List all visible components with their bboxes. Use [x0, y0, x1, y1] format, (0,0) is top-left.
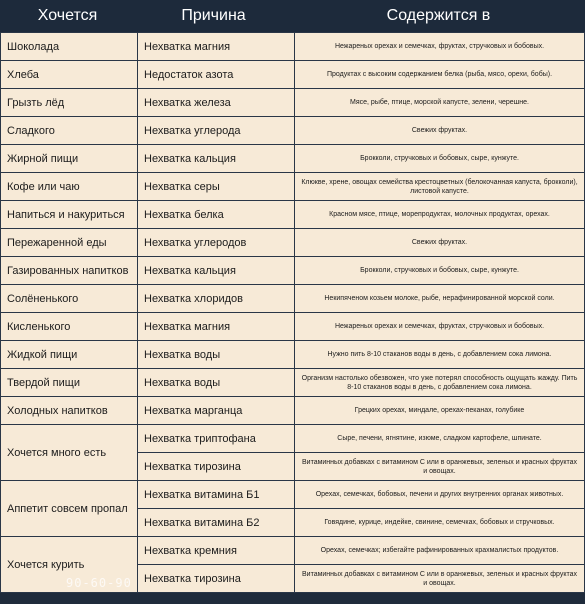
source-cell: Организм настолько обезвожен, что уже потерял способность ощущать жажду. Пить 8-10 стаканов воды в день, с добавлением сока лимона. [295, 369, 585, 397]
cause-cell: Нехватка кальция [138, 257, 295, 285]
want-cell: Хлеба [1, 61, 138, 89]
source-cell: Сыре, печени, ягнятине, изюме, сладком картофеле, шпинате. [295, 425, 585, 453]
want-cell: Кисленького [1, 313, 138, 341]
cause-cell: Нехватка витамина Б2 [138, 509, 295, 537]
want-cell: Солёненького [1, 285, 138, 313]
want-cell: Хочется много есть [1, 425, 138, 481]
cause-cell: Нехватка углеродов [138, 229, 295, 257]
source-cell: Красном мясе, птице, морепродуктах, молочных продуктах, орехах. [295, 201, 585, 229]
want-cell: Жидкой пищи [1, 341, 138, 369]
cause-cell: Нехватка триптофана [138, 425, 295, 453]
table-row [1, 369, 585, 397]
table-header [0, 0, 585, 32]
header-cause: Причина [181, 7, 246, 24]
want-cell: Пережаренной еды [1, 229, 138, 257]
source-cell: Витаминных добавках с витамином С или в оранжевых, зеленых и красных фруктах и овощах. [295, 453, 585, 481]
cause-cell: Нехватка тирозина [138, 453, 295, 481]
source-cell: Продуктах с высоким содержанием белка (рыба, мясо, орехи, бобы). [295, 61, 585, 89]
table-row [1, 397, 585, 425]
table-row [1, 481, 585, 509]
cause-cell: Нехватка кремния [138, 537, 295, 565]
table-row [1, 61, 585, 89]
cause-cell: Нехватка воды [138, 341, 295, 369]
cause-cell: Нехватка марганца [138, 397, 295, 425]
source-cell: Мясе, рыбе, птице, морской капусте, зелени, черешне. [295, 89, 585, 117]
table-row [1, 285, 585, 313]
source-cell: Говядине, курице, индейке, свинине, семечках, бобовых и стручковых. [295, 509, 585, 537]
source-cell: Орехах, семечках, бобовых, печени и других внутренних органах животных. [295, 481, 585, 509]
cause-cell: Нехватка тирозина [138, 565, 295, 593]
want-cell: Сладкого [1, 117, 138, 145]
source-cell: Свежих фруктах. [295, 117, 585, 145]
cause-cell: Нехватка витамина Б1 [138, 481, 295, 509]
cause-cell: Нехватка хлоридов [138, 285, 295, 313]
want-cell: Аппетит совсем пропал [1, 481, 138, 537]
table-row [1, 33, 585, 61]
source-cell: Некипяченом козьем молоке, рыбе, нерафинированной морской соли. [295, 285, 585, 313]
want-cell: Холодных напитков [1, 397, 138, 425]
cause-cell: Нехватка воды [138, 369, 295, 397]
source-cell: Свежих фруктах. [295, 229, 585, 257]
source-cell: Нежареных орехах и семечках, фруктах, стручковых и бобовых. [295, 33, 585, 61]
source-cell: Брокколи, стручковых и бобовых, сыре, кунжуте. [295, 145, 585, 173]
cause-cell: Недостаток азота [138, 61, 295, 89]
table-row [1, 145, 585, 173]
cause-cell: Нехватка серы [138, 173, 295, 201]
table-row [1, 257, 585, 285]
table-row [1, 341, 585, 369]
header-source: Содержится в [386, 7, 491, 24]
table-row [1, 229, 585, 257]
table-body [0, 32, 585, 604]
cravings-table [0, 32, 585, 593]
cause-cell: Нехватка углерода [138, 117, 295, 145]
want-cell: Жирной пищи [1, 145, 138, 173]
want-cell: Газированных напитков [1, 257, 138, 285]
want-cell: Шоколада [1, 33, 138, 61]
watermark: 90-60-90 [66, 576, 132, 590]
want-cell: Твердой пищи [1, 369, 138, 397]
source-cell: Витаминных добавках с витамином С или в оранжевых, зеленых и красных фруктах и овощах. [295, 565, 585, 593]
table-row [1, 173, 585, 201]
want-cell: Грызть лёд [1, 89, 138, 117]
want-cell: Кофе или чаю [1, 173, 138, 201]
cause-cell: Нехватка железа [138, 89, 295, 117]
source-cell: Грецких орехах, миндале, орехах-пеканах, голубике [295, 397, 585, 425]
table-row [1, 537, 585, 565]
header-want: Хочется [37, 7, 98, 24]
source-cell: Брокколи, стручковых и бобовых, сыре, кунжуте. [295, 257, 585, 285]
cause-cell: Нехватка кальция [138, 145, 295, 173]
want-cell: Хочется курить [1, 537, 138, 593]
cause-cell: Нехватка магния [138, 313, 295, 341]
table-row [1, 89, 585, 117]
source-cell: Клюкве, хрене, овощах семейства крестоцветных (белокочанная капуста, брокколи), листовой капусте. [295, 173, 585, 201]
table-row [1, 425, 585, 453]
source-cell: Нужно пить 8-10 стаканов воды в день, с добавлением сока лимона. [295, 341, 585, 369]
want-cell: Напиться и накуриться [1, 201, 138, 229]
table-row [1, 117, 585, 145]
table-row [1, 313, 585, 341]
table-row [1, 201, 585, 229]
source-cell: Орехах, семечках; избегайте рафинированных крахмалистых продуктов. [295, 537, 585, 565]
cause-cell: Нехватка магния [138, 33, 295, 61]
cause-cell: Нехватка белка [138, 201, 295, 229]
source-cell: Нежареных орехах и семечках, фруктах, стручковых и бобовых. [295, 313, 585, 341]
